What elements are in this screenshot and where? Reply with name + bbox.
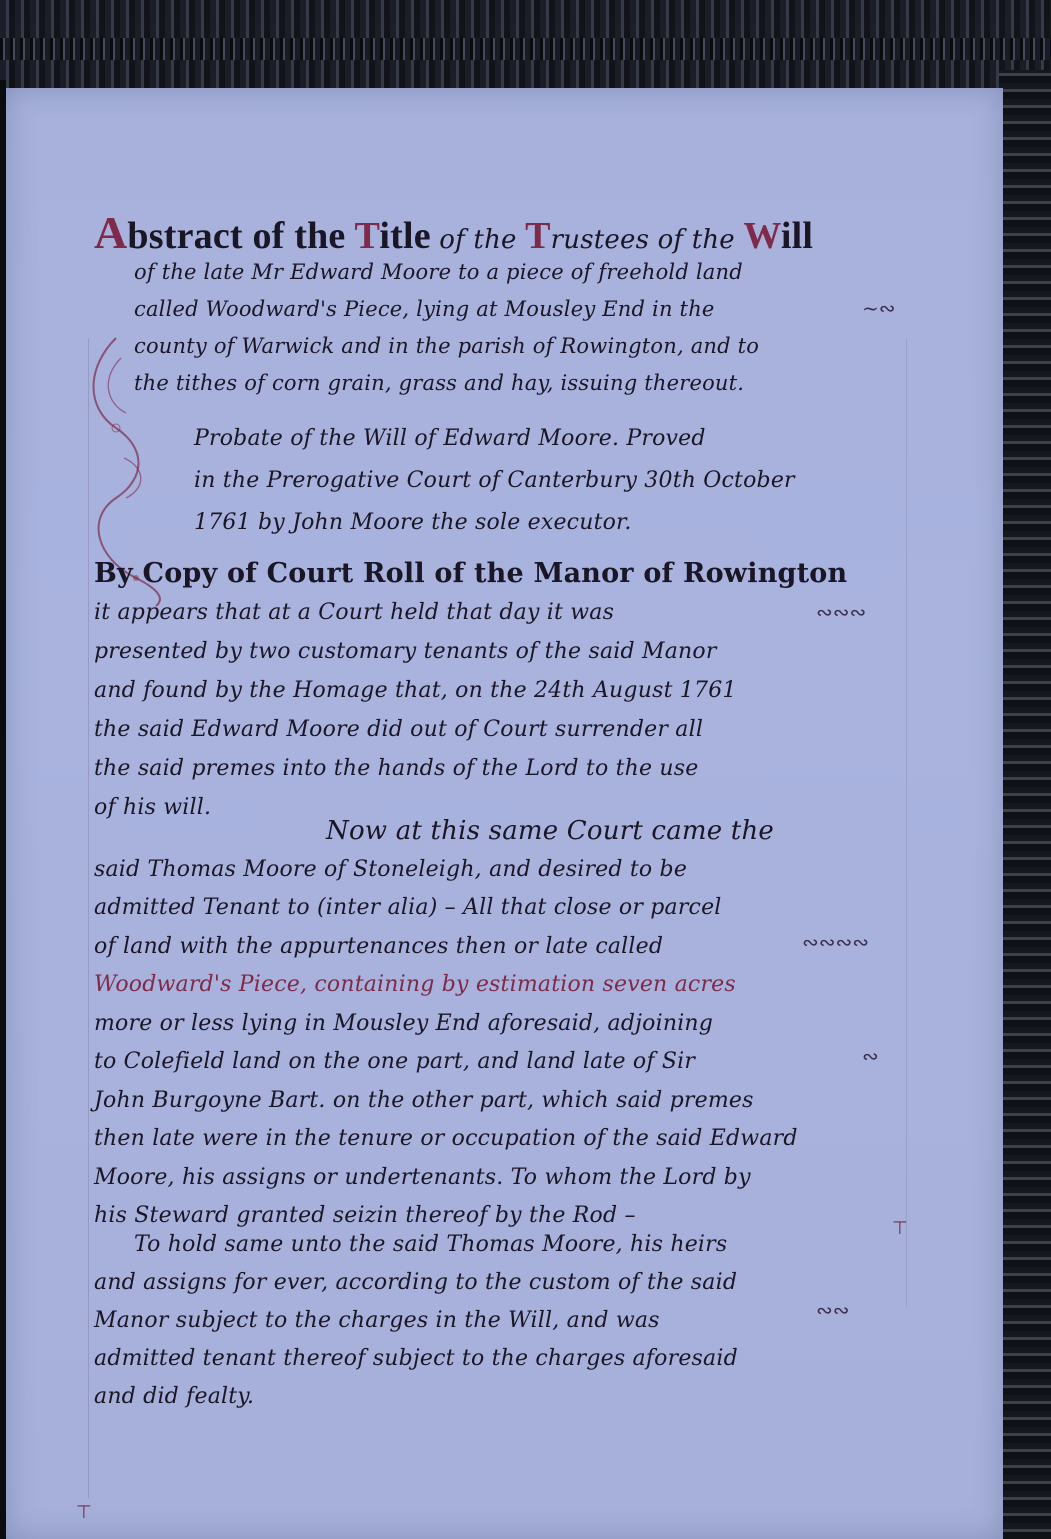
court-roll-heading: By Copy of Court Roll of the Manor of Rowington (94, 558, 848, 589)
corner-tick-mark: ⊤ (892, 1218, 908, 1239)
document-title: Abstract of the Title of the Trustees of the Will (94, 207, 814, 258)
admission-line: to Colefield land on the one part, and land late of Sir (94, 1049, 696, 1074)
intro-line: the tithes of corn grain, grass and hay, issuing thereout. (134, 371, 745, 395)
probate-line: 1761 by John Moore the sole executor. (194, 510, 632, 535)
line-filler-ornament: ∾ (862, 1044, 879, 1068)
court-line: presented by two customary tenants of the said Manor (94, 639, 717, 664)
court-line: the said premes into the hands of the Lord to the use (94, 756, 699, 781)
corner-tick-mark: ⊤ (76, 1502, 92, 1523)
right-margin-rule (906, 338, 907, 1308)
admission-line: then late were in the tenure or occupation of the said Edward (94, 1126, 798, 1151)
court-line: of his will. (94, 795, 212, 820)
line-filler-ornament: ~∾ (862, 296, 896, 320)
frame-top-molding (0, 0, 1051, 92)
holding-line: To hold same unto the said Thomas Moore, his heirs (134, 1232, 728, 1257)
admission-line: his Steward granted seizin thereof by the Rod – (94, 1203, 636, 1228)
admission-line: more or less lying in Mousley End aforesaid, adjoining (94, 1010, 714, 1036)
line-filler-ornament: ∾∾∾∾ (802, 930, 870, 954)
court-line: and found by the Homage that, on the 24th August 1761 (94, 678, 737, 703)
line-filler-ornament: ∾∾∾ (816, 600, 867, 624)
admission-paragraph (94, 812, 798, 1236)
intro-line: county of Warwick and in the parish of Rowington, and to (134, 334, 760, 358)
probate-line: in the Prerogative Court of Canterbury 30th October (194, 468, 795, 493)
holding-line: and did fealty. (94, 1384, 255, 1409)
admission-line: of land with the appurtenances then or late called (94, 933, 664, 959)
probate-paragraph (194, 418, 795, 544)
admission-line: Woodward's Piece, containing by estimation seven acres (94, 972, 736, 997)
admission-line: John Burgoyne Bart. on the other part, which said premes (94, 1087, 754, 1113)
holding-line: and assigns for ever, according to the custom of the said (94, 1270, 738, 1295)
court-roll-paragraph (94, 554, 847, 827)
intro-line: of the late Mr Edward Moore to a piece of freehold land (134, 260, 743, 284)
holding-line: Manor subject to the charges in the Will, and was (94, 1308, 660, 1333)
intro-line: called Woodward's Piece, lying at Mousley End in the (134, 297, 715, 321)
line-filler-ornament: ∾∾ (816, 1298, 850, 1322)
admission-line: Moore, his assigns or undertenants. To whom the Lord by (94, 1164, 751, 1190)
court-line: the said Edward Moore did out of Court surrender all (94, 717, 704, 742)
holding-line: admitted tenant thereof subject to the charges aforesaid (94, 1346, 738, 1371)
frame-right-molding (999, 70, 1051, 1539)
probate-line: Probate of the Will of Edward Moore. Proved (194, 426, 706, 451)
admission-line: admitted Tenant to (inter alia) – All that close or parcel (94, 895, 722, 920)
court-line: it appears that at a Court held that day it was (94, 600, 615, 625)
holding-paragraph (94, 1226, 738, 1416)
admission-line: said Thomas Moore of Stoneleigh, and desired to be (94, 856, 688, 882)
intro-paragraph (134, 254, 759, 402)
manuscript-sheet (6, 88, 1003, 1539)
admission-line: Now at this same Court came the (326, 816, 774, 846)
